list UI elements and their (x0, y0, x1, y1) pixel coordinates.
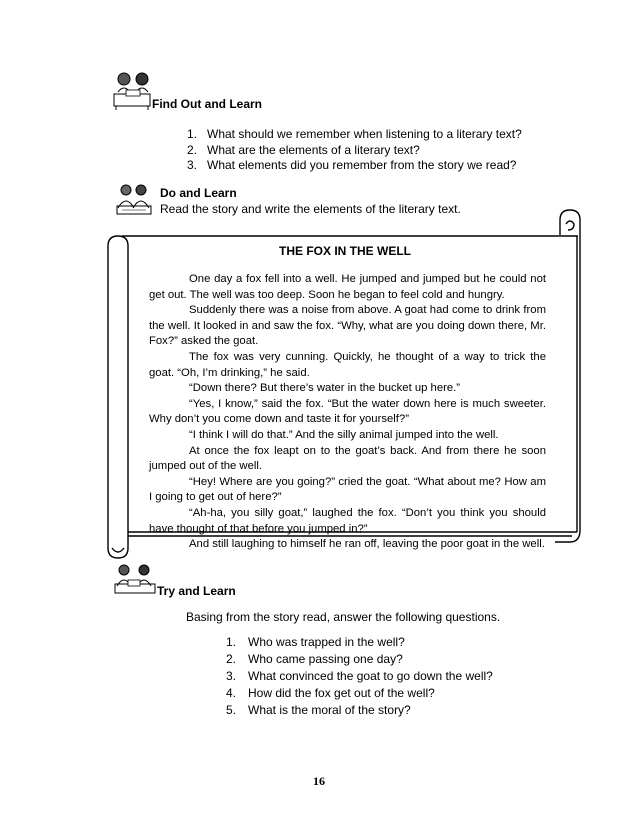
do-learn-instruction: Read the story and write the elements of the literary text. (160, 202, 461, 216)
story-paragraph: The fox was very cunning. Quickly, he thought of a way to trick the goat. “Oh, I’m drinking,” he said. (149, 350, 546, 379)
story-title: THE FOX IN THE WELL (279, 244, 411, 258)
list-item: 1. What should we remember when listening to a literary text? (187, 127, 522, 141)
list-item: 2. Who came passing one day? (226, 652, 403, 666)
children-studying-icon (112, 562, 158, 598)
try-learn-heading: Try and Learn (157, 584, 236, 598)
do-learn-heading: Do and Learn (160, 186, 237, 200)
list-item: 3. What elements did you remember from the story we read? (187, 158, 517, 172)
story-paragraph: One day a fox fell into a well. He jumped and jumped but he could not get out. The well was too deep. Soon he began to feel cold and hungry. (149, 273, 546, 301)
list-item: 1. Who was trapped in the well? (226, 635, 405, 649)
try-learn-instruction: Basing from the story read, answer the following questions. (186, 610, 501, 624)
story-paragraph: “Down there? But there’s water in the bucket up here.” (189, 382, 461, 395)
list-item: 5. What is the moral of the story? (226, 703, 411, 717)
try-learn-list (226, 634, 493, 719)
story-body (149, 272, 546, 553)
story-paragraph: “Yes, I know,” said the fox. “But the water down here is much sweeter. Why don’t you come down and taste it for yourself?” (149, 397, 546, 426)
find-out-heading: Find Out and Learn (152, 97, 262, 111)
story-paragraph: “I think I will do that.” And the silly animal jumped into the well. (189, 428, 499, 441)
story-paragraph: “Ah-ha, you silly goat,” laughed the fox. “Don’t you think you should have thought of that before you jumped in?” (149, 506, 546, 535)
list-item: 3. What convinced the goat to go down the well? (226, 669, 493, 683)
story-paragraph: At once the fox leapt on to the goat’s back. And from there he soon jumped out of the well. (149, 444, 546, 473)
list-item: 4. How did the fox get out of the well? (226, 686, 435, 700)
story-paragraph: And still laughing to himself he ran off, leaving the poor goat in the well. (189, 538, 545, 551)
page-number: 16 (313, 774, 325, 788)
story-paragraph: Suddenly there was a noise from above. A goat had come to drink from the well. It looked in and saw the fox. “Why, what are you doing down there, Mr. Fox?” asked the goat. (149, 304, 546, 348)
story-paragraph: “Hey! Where are you going?” cried the goat. “What about me? How am I going to get out of here?” (149, 475, 546, 504)
list-item: 2. What are the elements of a literary text? (187, 142, 420, 157)
